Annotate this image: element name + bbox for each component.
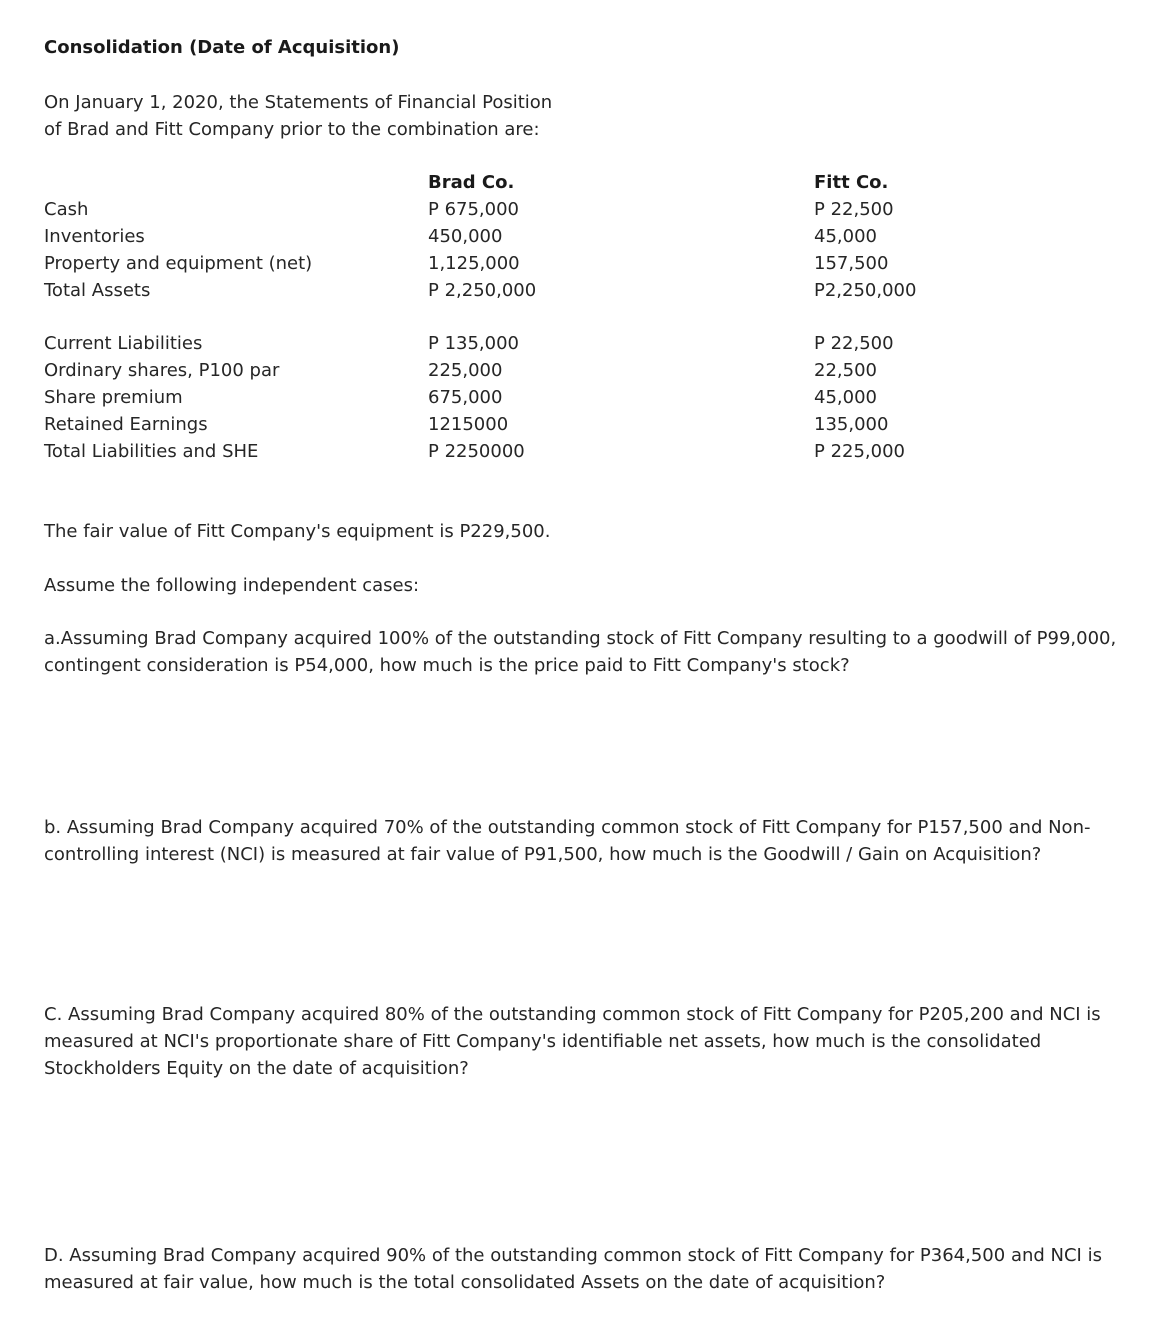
brad-value: 1215000 — [428, 414, 509, 435]
fitt-value: 45,000 — [814, 387, 877, 408]
question-c: C. Assuming Brad Company acquired 80% of the outstanding common stock of Fitt Company for P205,200 and NCI is measured at NCI's proportionate share of Fitt Company's identifiable net assets, how much is the consolidated Stockholders Equity on the date of acquisition? — [44, 1004, 1101, 1079]
fitt-value: P 22,500 — [814, 199, 894, 220]
row-label: Property and equipment (net) — [44, 253, 313, 274]
question-a: a.Assuming Brad Company acquired 100% of the outstanding stock of Fitt Company resulting to a goodwill of P99,000, contingent consideration is P54,000, how much is the price paid to Fitt Company's stock? — [44, 628, 1117, 676]
header-fitt: Fitt Co. — [814, 172, 889, 193]
intro-line-2: of Brad and Fitt Company prior to the combination are: — [44, 119, 540, 140]
intro-line-1: On January 1, 2020, the Statements of Financial Position — [44, 92, 553, 113]
fitt-value: 22,500 — [814, 360, 877, 381]
row-label: Total Assets — [44, 280, 151, 301]
question-d: D. Assuming Brad Company acquired 90% of the outstanding common stock of Fitt Company for P364,500 and NCI is measured at fair value, how much is the total consolidated Assets on the date of acquisition? — [44, 1245, 1102, 1293]
row-label: Current Liabilities — [44, 333, 203, 354]
brad-value: 225,000 — [428, 360, 503, 381]
fitt-value: P2,250,000 — [814, 280, 917, 301]
brad-value: 450,000 — [428, 226, 503, 247]
page-title: Consolidation (Date of Acquisition) — [44, 37, 400, 58]
fair-value-note: The fair value of Fitt Company's equipment is P229,500. — [44, 521, 551, 542]
cases-intro: Assume the following independent cases: — [44, 575, 420, 596]
header-brad: Brad Co. — [428, 172, 515, 193]
row-label: Cash — [44, 199, 89, 220]
brad-value: P 2,250,000 — [428, 280, 537, 301]
brad-value: P 2250000 — [428, 441, 525, 462]
row-label: Retained Earnings — [44, 414, 208, 435]
fitt-value: 157,500 — [814, 253, 889, 274]
row-label: Inventories — [44, 226, 145, 247]
brad-value: P 675,000 — [428, 199, 520, 220]
intro-paragraph — [44, 89, 552, 143]
brad-value: P 135,000 — [428, 333, 520, 354]
brad-value: 675,000 — [428, 387, 503, 408]
row-label: Total Liabilities and SHE — [44, 441, 259, 462]
brad-value: 1,125,000 — [428, 253, 520, 274]
fitt-value: P 22,500 — [814, 333, 894, 354]
fitt-value: 135,000 — [814, 414, 889, 435]
fitt-value: P 225,000 — [814, 441, 906, 462]
row-label: Share premium — [44, 387, 183, 408]
row-label: Ordinary shares, P100 par — [44, 360, 280, 381]
question-b: b. Assuming Brad Company acquired 70% of the outstanding common stock of Fitt Company for P157,500 and Non-controlling interest (NCI) is measured at fair value of P91,500, how much is the Goodwill / Gain on Acquisition? — [44, 817, 1091, 865]
fitt-value: 45,000 — [814, 226, 877, 247]
